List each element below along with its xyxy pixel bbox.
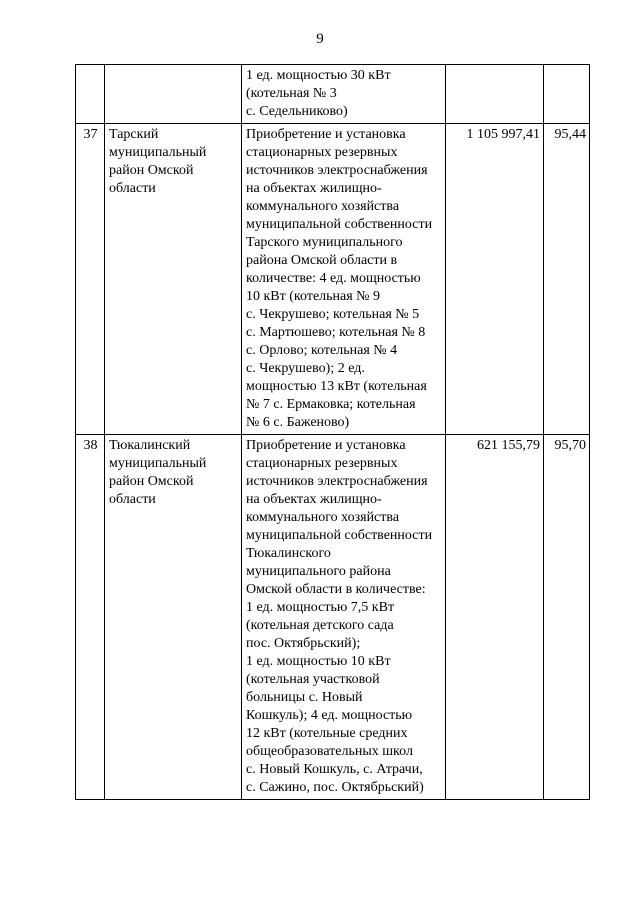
municipality-name-line: район Омской	[109, 474, 194, 489]
measure-description-line: с. Сажино, пос. Октябрьский)	[246, 780, 424, 795]
measure-description-line: 1 ед. мощностью 30 кВт	[246, 68, 391, 83]
table-row	[76, 65, 590, 124]
measure-description-line: стационарных резервных	[246, 456, 398, 471]
row-number: 37	[76, 124, 105, 435]
row-number	[76, 65, 105, 124]
measure-description-line: с. Чекрушево); 2 ед.	[246, 361, 365, 376]
measure-description-line: Приобретение и установка	[246, 438, 406, 453]
municipality-name	[105, 65, 242, 124]
measure-description-line: муниципальной собственности	[246, 528, 433, 543]
measure-description-line: Кошкуль); 4 ед. мощностью	[246, 708, 413, 723]
municipality-name-line: Тюкалинский	[109, 438, 191, 453]
measure-description-line: источников электроснабжения	[246, 474, 428, 489]
municipality-name-line: области	[109, 492, 156, 507]
measure-description-line: с. Мартюшево; котельная № 8	[246, 325, 426, 340]
measure-description-line: (котельная № 3	[246, 86, 337, 101]
measure-description-line: с. Новый Кошкуль, с. Атрачи,	[246, 762, 423, 777]
municipality-name-line: Тарский	[109, 127, 159, 142]
measure-description	[242, 124, 446, 435]
municipality-name-line: район Омской	[109, 163, 194, 178]
funding-amount: 1 105 997,41	[446, 124, 544, 435]
measure-description-line: 10 кВт (котельная № 9	[246, 289, 381, 304]
measure-description-line: с. Седельниково)	[246, 104, 348, 119]
measure-description-line: пос. Октябрьский);	[246, 636, 361, 651]
measure-description-line: Приобретение и установка	[246, 127, 406, 142]
measure-description-line: коммунального хозяйства	[246, 199, 400, 214]
measure-description-line: района Омской области в	[246, 253, 398, 268]
funding-amount	[446, 65, 544, 124]
measure-description-line: 1 ед. мощностью 7,5 кВт	[246, 600, 395, 615]
row-number: 38	[76, 435, 105, 800]
measure-description-line: с. Орлово; котельная № 4	[246, 343, 398, 358]
measure-description-line: № 7 с. Ермаковка; котельная	[246, 397, 416, 412]
funding-percent: 95,44	[544, 124, 590, 435]
table-row	[76, 124, 590, 435]
measure-description-line: Тарского муниципального	[246, 235, 403, 250]
measure-description-line: муниципального района	[246, 564, 391, 579]
funding-amount: 621 155,79	[446, 435, 544, 800]
municipality-name-line: муниципальный	[109, 456, 207, 471]
measure-description-line: с. Чекрушево; котельная № 5	[246, 307, 420, 322]
funding-table	[75, 64, 590, 800]
measure-description-line: количестве: 4 ед. мощностью	[246, 271, 421, 286]
funding-percent: 95,70	[544, 435, 590, 800]
measure-description-line: общеобразовательных школ	[246, 744, 413, 759]
measure-description-line: стационарных резервных	[246, 145, 398, 160]
measure-description	[242, 65, 446, 124]
table-row	[76, 435, 590, 800]
measure-description	[242, 435, 446, 800]
municipality-name	[105, 435, 242, 800]
measure-description-line: № 6 с. Баженово)	[246, 415, 350, 430]
measure-description-line: больницы с. Новый	[246, 690, 363, 705]
measure-description-line: мощностью 13 кВт (котельная	[246, 379, 427, 394]
measure-description-line: источников электроснабжения	[246, 163, 428, 178]
measure-description-line: на объектах жилищно-	[246, 181, 382, 196]
measure-description-line: 12 кВт (котельные средних	[246, 726, 408, 741]
measure-description-line: (котельная детского сада	[246, 618, 394, 633]
funding-percent	[544, 65, 590, 124]
measure-description-line: Омской области в количестве:	[246, 582, 426, 597]
measure-description-line: (котельная участковой	[246, 672, 380, 687]
page-number: 9	[316, 31, 324, 47]
measure-description-line: муниципальной собственности	[246, 217, 433, 232]
measure-description-line: 1 ед. мощностью 10 кВт	[246, 654, 391, 669]
municipality-name	[105, 124, 242, 435]
measure-description-line: коммунального хозяйства	[246, 510, 400, 525]
measure-description-line: на объектах жилищно-	[246, 492, 382, 507]
measure-description-line: Тюкалинского	[246, 546, 331, 561]
municipality-name-line: области	[109, 181, 156, 196]
municipality-name-line: муниципальный	[109, 145, 207, 160]
